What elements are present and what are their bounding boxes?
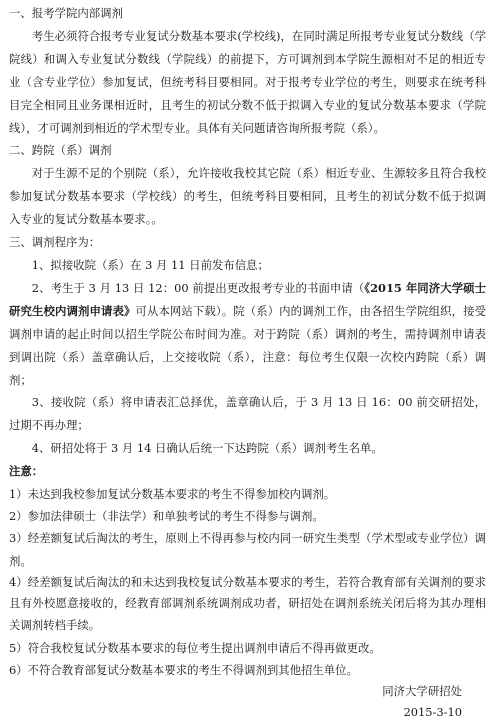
document-body [9, 2, 486, 722]
section-1-paragraph: 考生必须符合报考专业复试分数基本要求(学校线)，在同时满足所报考专业复试分数线（学院线）和调入专业复试分数线（学院线）的前提下，方可调剂到本学院生源相对不足的相近专业（含专业学位）参加复试，但统考科目要相同。对于报考专业学位的考生，则要求在统考科目完全相同且业务课相近时，且考生的初试分数不低于拟调入专业的复试分数基本要求（学院线），才可调剂到相近的学术型专业。具体有关问题请咨询所报考院（系）。 [9, 28, 486, 135]
section-3-step-1: 1、拟接收院（系）在 3 月 11 日前发布信息； [31, 257, 269, 272]
section-2-title: 二、跨院（系）调剂 [9, 143, 112, 158]
step-2-text-a: 2、考生于 3 月 13 日 12：00 前提出更改报考专业的书面申请（ [31, 280, 365, 295]
note-item-1: 1）未达到我校参加复试分数基本要求的考生不得参加校内调剂。 [9, 487, 336, 502]
section-3-step-2 [9, 277, 486, 392]
section-2-paragraph: 对于生源不足的个别院（系），允许接收我校其它院（系）相近专业、生源较多且符合我校参加复试分数基本要求（学校线）的考生，但统考科目要相同，且考生的初试分数不低于拟调入专业的复试分数基本要求。。 [9, 166, 486, 227]
section-3-title: 三、调剂程序为： [9, 235, 101, 250]
note-item-6: 6）不符合教育部复试分数基本要求的考生不得调剂到其他招生单位。 [9, 662, 358, 677]
notes-label: 注意： [9, 464, 44, 479]
section-3-step-3: 3、接收院（系）将申请表汇总择优，盖章确认后，于 3 月 13 日 16：00 前交研招处，过期不再办理； [9, 395, 486, 433]
note-item-4: 4）经差额复试后淘汰的和未达到我校复试分数基本要求的考生，若符合教育部有关调剂的要求且有外校愿意接收的，经教育部调剂系统调剂成功者，研招处在调剂系统关闭后将为其办理相关调剂转档手续。 [9, 574, 486, 633]
signature: 同济大学研招处 [382, 684, 462, 699]
note-item-5: 5）符合我校复试分数基本要求的每位考生提出调剂申请后不得再做更改。 [9, 640, 381, 655]
section-1-title: 一、报考学院内部调剂 [9, 6, 123, 20]
section-3-step-4: 4、研招处将于 3 月 14 日确认后统一下达跨院（系）调剂考生名单。 [31, 441, 383, 456]
application-form-title: 《2015 年同济大学硕士研究生校内调剂申请表》 [9, 280, 487, 318]
step-2-text-b: 可从本网站下载）。院（系）内的调剂工作，由各招生学院组织，接受调剂申请的起止时间以招生学院公布时间为准。对于跨院（系）调剂的考生，需持调剂申请表到调出院（系）盖章确认后，上交接收院（系），注意：每位考生仅限一次校内跨院（系）调剂； [9, 303, 486, 387]
date: 2015-3-10 [403, 704, 462, 719]
note-item-3: 3）经差额复试后淘汰的考生，原则上不得再参与校内同一研究生类型（学术型或专业学位）调剂。 [9, 531, 486, 568]
note-item-2: 2）参加法律硕士（非法学）和单独考试的考生不得参与调剂。 [9, 509, 324, 524]
